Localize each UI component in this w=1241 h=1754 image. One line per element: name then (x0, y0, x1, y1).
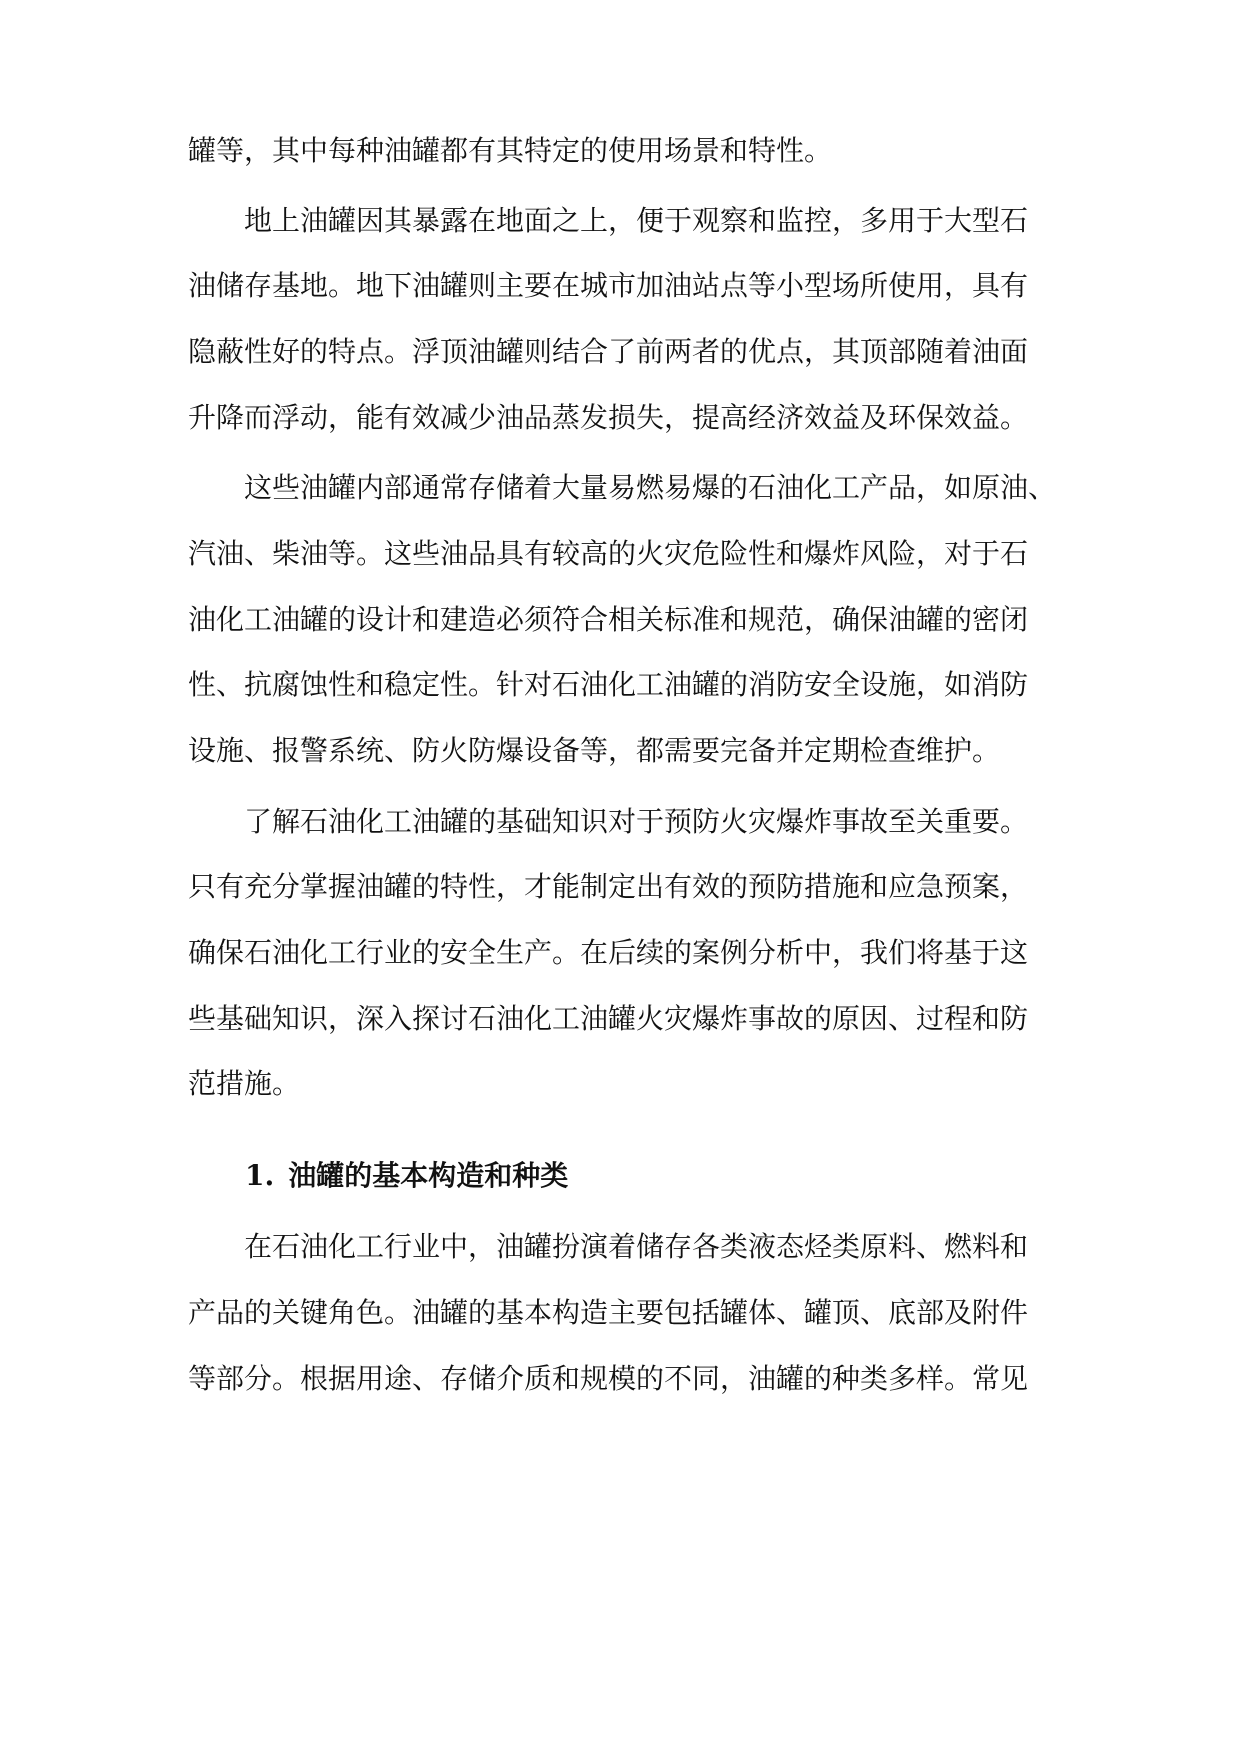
paragraph-3-line-5: 设施、报警系统、防火防爆设备等，都需要完备并定期检查维护。 (188, 734, 1001, 767)
paragraph-4-line-4: 些基础知识，深入探讨石油化工油罐火灾爆炸事故的原因、过程和防 (188, 1002, 1029, 1035)
paragraph-2-line-3: 隐蔽性好的特点。浮顶油罐则结合了前两者的优点，其顶部随着油面 (188, 335, 1029, 368)
paragraph-2-line-2: 油储存基地。地下油罐则主要在城市加油站点等小型场所使用，具有 (188, 269, 1029, 302)
paragraph-5-line-1: 在石油化工行业中，油罐扮演着储存各类液态烃类原料、燃料和 (188, 1230, 1029, 1263)
section-heading-number: 1. (245, 1159, 275, 1192)
paragraph-4-line-5: 范措施。 (188, 1067, 301, 1100)
paragraph-5-line-3: 等部分。根据用途、存储介质和规模的不同，油罐的种类多样。常见 (188, 1362, 1029, 1395)
section-heading (245, 1156, 568, 1196)
paragraph-3-line-2: 汽油、柴油等。这些油品具有较高的火灾危险性和爆炸风险，对于石 (188, 537, 1029, 570)
paragraph-4-line-1: 了解石油化工油罐的基础知识对于预防火灾爆炸事故至关重要。 (188, 805, 1029, 838)
paragraph-3-line-1: 这些油罐内部通常存储着大量易燃易爆的石油化工产品，如原油、 (188, 471, 1057, 504)
paragraph-4-line-2: 只有充分掌握油罐的特性，才能制定出有效的预防措施和应急预案， (188, 870, 1029, 903)
paragraph-2-line-4: 升降而浮动，能有效减少油品蒸发损失，提高经济效益及环保效益。 (188, 401, 1029, 434)
section-heading-title: 油罐的基本构造和种类 (288, 1159, 569, 1192)
paragraph-4-line-3: 确保石油化工行业的安全生产。在后续的案例分析中，我们将基于这 (188, 936, 1029, 969)
paragraph-3-line-4: 性、抗腐蚀性和稳定性。针对石油化工油罐的消防安全设施，如消防 (188, 668, 1029, 701)
paragraph-1-line-1: 罐等，其中每种油罐都有其特定的使用场景和特性。 (188, 134, 833, 167)
paragraph-2-line-1: 地上油罐因其暴露在地面之上，便于观察和监控，多用于大型石 (188, 204, 1029, 237)
paragraph-5-line-2: 产品的关键角色。油罐的基本构造主要包括罐体、罐顶、底部及附件 (188, 1296, 1029, 1329)
paragraph-3-line-3: 油化工油罐的设计和建造必须符合相关标准和规范，确保油罐的密闭 (188, 603, 1029, 636)
